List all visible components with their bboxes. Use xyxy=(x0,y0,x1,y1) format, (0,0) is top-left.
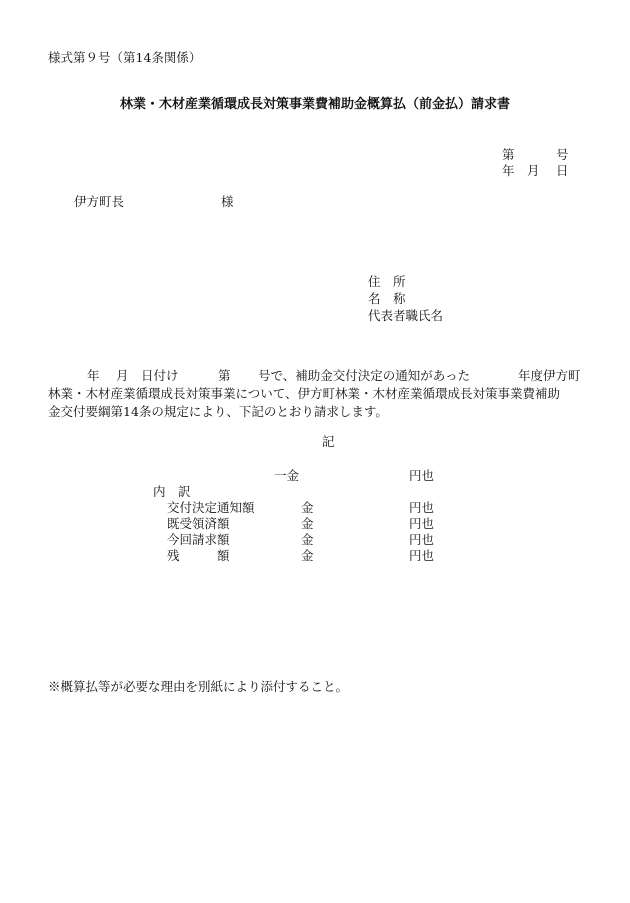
form-number: 様式第９号（第14条関係） xyxy=(48,50,202,65)
addressee-honorific: 様 xyxy=(221,194,234,209)
breakdown-label: 残 額 xyxy=(167,548,230,563)
date-year: 年 xyxy=(502,163,515,178)
body-dated: 日付け xyxy=(141,368,179,383)
breakdown-kin: 金 xyxy=(301,516,314,531)
doc-no-prefix: 第 xyxy=(502,147,515,162)
attachment-note: ※概算払等が必要な理由を別紙により添付すること。 xyxy=(48,679,349,694)
body-fiscal: 年度伊方町 xyxy=(518,368,581,383)
breakdown-kin: 金 xyxy=(301,532,314,547)
amount-prefix: 一金 xyxy=(274,468,300,483)
address-label: 住 所 xyxy=(368,274,406,289)
breakdown-unit: 円也 xyxy=(409,516,435,531)
breakdown-label: 交付決定通知額 xyxy=(167,500,255,515)
breakdown-unit: 円也 xyxy=(409,532,435,547)
breakdown-kin: 金 xyxy=(301,500,314,515)
body-year: 年 xyxy=(87,368,100,383)
body-no-suffix: 号で、補助金交付決定の通知があった xyxy=(258,368,471,383)
date-day: 日 xyxy=(556,163,569,178)
date-month: 月 xyxy=(527,163,540,178)
doc-no-suffix: 号 xyxy=(556,147,569,162)
representative-label: 代表者職氏名 xyxy=(368,308,444,323)
breakdown-label: 今回請求額 xyxy=(167,532,230,547)
breakdown-unit: 円也 xyxy=(409,548,435,563)
body-month: 月 xyxy=(116,368,129,383)
body-line-2: 林業・木材産業循環成長対策事業について、伊方町林業・木材産業循環成長対策事業費補助 xyxy=(48,386,561,401)
document-title: 林業・木材産業循環成長対策事業費補助金概算払（前金払）請求書 xyxy=(119,97,510,112)
body-line-3: 金交付要綱第14条の規定により、下記のとおり請求します。 xyxy=(48,404,388,419)
breakdown-unit: 円也 xyxy=(409,500,435,515)
addressee-name: 伊方町長 xyxy=(74,194,125,209)
body-no-prefix: 第 xyxy=(218,368,231,383)
amount-unit: 円也 xyxy=(409,468,435,483)
breakdown-label: 既受領済額 xyxy=(167,516,230,531)
breakdown-kin: 金 xyxy=(301,548,314,563)
ki-mark: 記 xyxy=(322,434,335,449)
breakdown-heading: 内 訳 xyxy=(153,484,191,499)
name-label: 名 称 xyxy=(368,291,406,306)
